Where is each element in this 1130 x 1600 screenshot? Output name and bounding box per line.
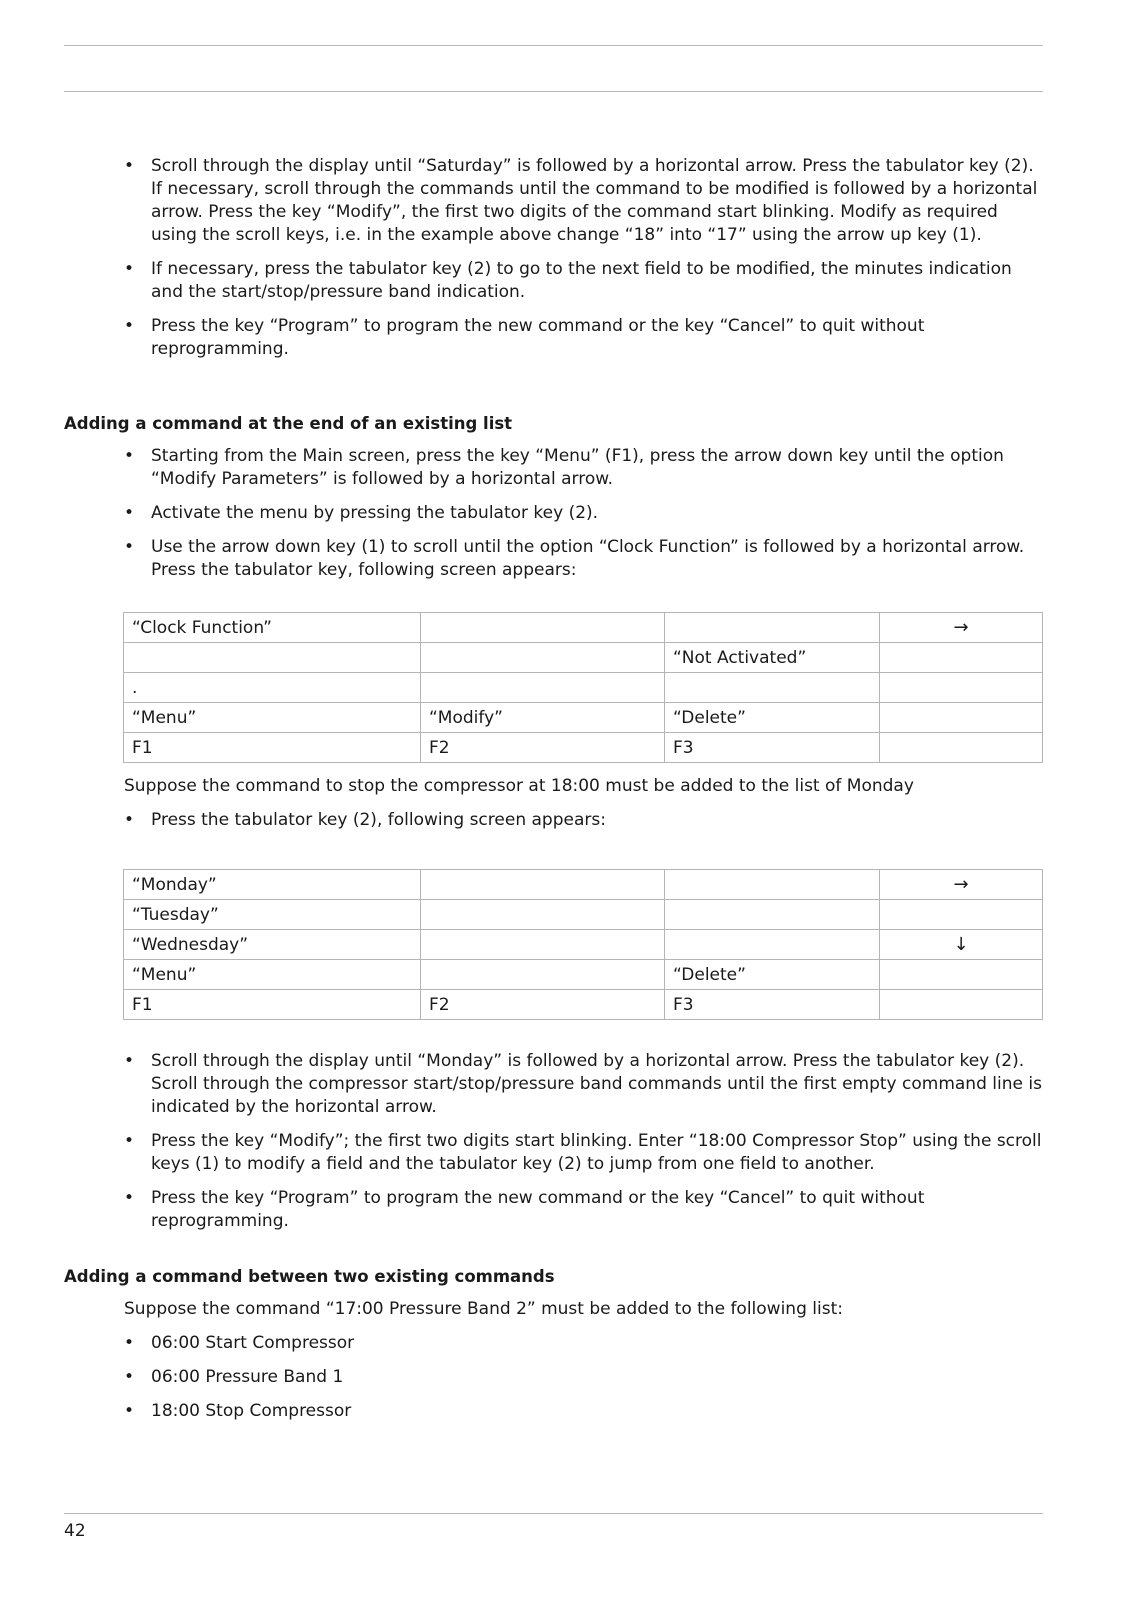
table-cell [880, 643, 1043, 673]
page-number: 42 [64, 1521, 86, 1541]
bullet-item: • 06:00 Start Compressor [0, 1332, 1130, 1355]
table-cell [421, 643, 665, 673]
header-rule-bottom [64, 91, 1043, 92]
day-select-screen-table [123, 869, 1043, 1020]
table-cell [665, 930, 880, 960]
right-arrow-icon: → [953, 873, 969, 895]
paragraph: Suppose the command to stop the compressor at 18:00 must be added to the list of Monday [124, 776, 914, 796]
table-cell [421, 613, 665, 643]
down-arrow-icon: ↓ [953, 933, 969, 955]
bullet-item: • Press the key “Program” to program the new command or the key “Cancel” to quit without reprogramming. [0, 1187, 1130, 1233]
section-heading-end-of-list: Adding a command at the end of an existing list [64, 414, 513, 433]
table-cell [880, 703, 1043, 733]
section2-bullets-after [0, 1050, 1130, 1244]
section2-bullet-after-para [0, 809, 1130, 843]
table-cell: . [124, 673, 421, 703]
table-row [124, 673, 1043, 703]
table-cell: “Menu” [124, 703, 421, 733]
table-row [124, 900, 1043, 930]
table-cell: “Delete” [665, 960, 880, 990]
table-row [124, 733, 1043, 763]
table-cell: “Tuesday” [124, 900, 421, 930]
table-cell [880, 960, 1043, 990]
bullet-item: • If necessary, press the tabulator key (2) to go to the next field to be modified, the minutes indication and the start/stop/pressure band indication. [0, 258, 1130, 304]
table-row [124, 613, 1043, 643]
paragraph: Suppose the command “17:00 Pressure Band 2” must be added to the following list: [124, 1299, 843, 1319]
bullet-item: • 18:00 Stop Compressor [0, 1400, 1130, 1423]
bullet-item: • Scroll through the display until “Saturday” is followed by a horizontal arrow. Press the tabulator key (2). If necessary, scroll through the commands until the command to be modified is followed by a horizontal arrow. Press the key “Modify”, the first two digits of the command start blinking. Modify as required using the scroll keys, i.e. in the example above change “18” into “17” using the arrow up key (1). [0, 155, 1130, 247]
bullet-item: • Activate the menu by pressing the tabulator key (2). [0, 502, 1130, 525]
table-cell [880, 673, 1043, 703]
section-heading-between-commands: Adding a command between two existing commands [64, 1267, 555, 1286]
bullet-item: • Starting from the Main screen, press the key “Menu” (F1), press the arrow down key until the option “Modify Parameters” is followed by a horizontal arrow. [0, 445, 1130, 491]
table-cell [665, 900, 880, 930]
table-cell: “Delete” [665, 703, 880, 733]
table-cell: F1 [124, 990, 421, 1020]
table-cell [880, 990, 1043, 1020]
clock-function-screen-table [123, 612, 1043, 763]
table-cell [665, 870, 880, 900]
table-row [124, 930, 1043, 960]
table-cell: F3 [665, 990, 880, 1020]
table-cell [124, 643, 421, 673]
bullet-item: • Press the key “Program” to program the new command or the key “Cancel” to quit without reprogramming. [0, 315, 1130, 361]
table-cell: F2 [421, 990, 665, 1020]
table-cell: F3 [665, 733, 880, 763]
table-cell [421, 960, 665, 990]
footer-rule [64, 1513, 1043, 1514]
bullet-item: • Press the tabulator key (2), following screen appears: [0, 809, 1130, 832]
table-cell: “Monday” [124, 870, 421, 900]
bullet-item: • Press the key “Modify”; the first two digits start blinking. Enter “18:00 Compressor Stop” using the scroll keys (1) to modify a field and the tabulator key (2) to jump from one field to another. [0, 1130, 1130, 1176]
bullet-item: • Use the arrow down key (1) to scroll until the option “Clock Function” is followed by a horizontal arrow. Press the tabulator key, following screen appears: [0, 536, 1130, 582]
table-cell [880, 733, 1043, 763]
section2-bullets [0, 445, 1130, 593]
section1-bullets [0, 155, 1130, 372]
table-row [124, 960, 1043, 990]
table-cell [421, 930, 665, 960]
table-cell: “Modify” [421, 703, 665, 733]
table-cell: F1 [124, 733, 421, 763]
table-row [124, 990, 1043, 1020]
header-rule-top [64, 45, 1043, 46]
bullet-item: • Scroll through the display until “Monday” is followed by a horizontal arrow. Press the tabulator key (2). Scroll through the compressor start/stop/pressure band commands until the first empty command line is indicated by the horizontal arrow. [0, 1050, 1130, 1119]
bullet-item: • 06:00 Pressure Band 1 [0, 1366, 1130, 1389]
table-row [124, 870, 1043, 900]
section3-bullets [0, 1332, 1130, 1434]
table-cell [880, 900, 1043, 930]
table-row [124, 703, 1043, 733]
right-arrow-icon: → [953, 616, 969, 638]
table-row [124, 643, 1043, 673]
table-cell: “Clock Function” [124, 613, 421, 643]
table-cell [421, 870, 665, 900]
table-cell: “Wednesday” [124, 930, 421, 960]
table-cell: “Menu” [124, 960, 421, 990]
table-cell [665, 613, 880, 643]
table-cell: F2 [421, 733, 665, 763]
table-cell: “Not Activated” [665, 643, 880, 673]
table-cell [421, 900, 665, 930]
table-cell [421, 673, 665, 703]
table-cell [665, 673, 880, 703]
